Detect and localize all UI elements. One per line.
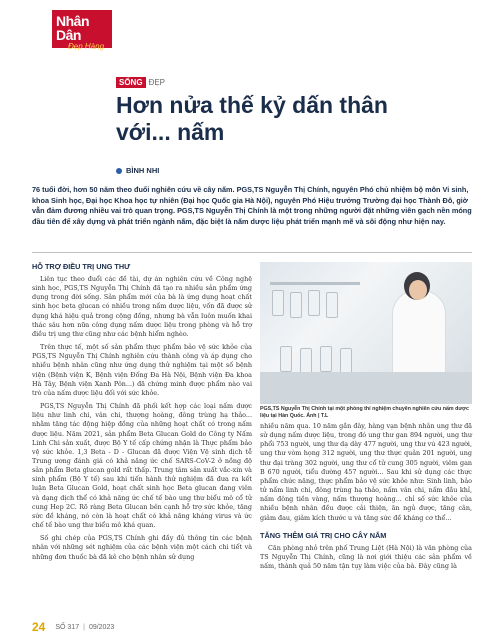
- paragraph: Trên thực tế, một số sản phẩm thực phẩm bảo vệ sức khỏe của PGS,TS Nguyễn Thị Chính nghiên cứu thành công và áp dụng cho nhiều bệnh nhân cũng như ứng dụng thử nghiệm tại một số bệnh viện (Bệnh viện K, Bệnh viện Đống Đa Hà Nội, Bệnh viện Đa khoa Hà Tây, Bệnh viện Xanh Pôn...) đã chứng minh được phẩm nào vai trò của nấm dược liệu đối với sức khỏe.: [32, 343, 252, 397]
- right-column: [260, 422, 472, 571]
- paragraph: Số ghi chép của PGS,TS Chính ghi đầy đủ thông tin các bệnh nhân với những sét nghiệm của các bệnh viện một cách chi tiết và những đơn thuốc bà đã kê cho bệnh nhân sử dụng: [32, 534, 252, 561]
- article-lead: 76 tuổi đời, hơn 50 năm theo đuổi nghiên cứu về cây nấm. PGS,TS Nguyễn Thị Chính, nguyên Phó chủ nhiệm bộ môn Vi sinh, khoa Sinh học, Đại học Khoa học tự nhiên (Đại học Quốc gia Hà Nội), nguyên Phó Hiệu trưởng Trường đại học Thành Đô, giờ vẫn đảm đương nhiều vai trò quan trọng. PGS,TS Nguyễn Thị Chính là một trong những người đặt những viên gạch nền móng đầu tiên để xây dựng và phát triển ngành nấm, đặc biệt là nấm dược liệu phát triển mạnh mẽ và sôi động như hiện nay.: [32, 185, 472, 226]
- subhead-cancer-support: HỖ TRỢ ĐIỀU TRỊ UNG THƯ: [32, 262, 131, 271]
- paragraph: nhiều năm qua. 10 năm gần đây, hàng vạn bệnh nhân ung thư đã sử dụng nấm dược liệu, trong đó ung thư gan 894 người, ung thư phổi 753 người, ung thư dạ dày 477 người, ung thư vú 423 người, ung thư vòm họng 312 người, ung thư thực quản 201 người, ung thư đại tràng 302 người, ung thư cổ tử cung 305 người, viêm gan B 670 người, tiểu đường 457 người... Sau khi sử dụng các thực phẩm chức năng, thực phẩm bảo vệ sức khỏe như: Sinh linh, bảo tử nấm linh chi, đông trùng hạ thảo, nấm vân chi, nấm đầu khỉ, nấm đông tiền vàng, nấm thượng hoàng... chỉ số sức khỏe của nhiều bệnh nhân đều được cải thiện, ăn ngủ được, tăng cân, giảm đau, giảm kích thước u và tăng sức đề kháng cơ thể...: [260, 422, 472, 522]
- lab-bottle: [320, 346, 332, 372]
- lab-bottle: [290, 292, 302, 318]
- lab-bottle: [326, 292, 338, 318]
- page-number: 24: [32, 620, 46, 634]
- lab-bottle: [308, 290, 320, 316]
- paragraph: Căn phòng nhỏ trên phố Trung Liệt (Hà Nội) là văn phòng của TS Nguyễn Thị Chính, cũng là nơi giới thiệu các sản phẩm về nấm, thành quả 50 năm tận tụy làm việc của bà. Đây cũng là: [260, 543, 472, 571]
- article-headline: Hơn nửa thế kỷ dấn thân với... nấm: [116, 92, 388, 145]
- subhead-add-value: TĂNG THÊM GIÁ TRỊ CHO CÂY NẤM: [260, 530, 387, 540]
- section-sub-label: ĐẸP: [148, 78, 166, 87]
- lab-bottle: [280, 346, 292, 372]
- lab-bottle: [300, 348, 312, 374]
- lab-bench: [260, 372, 472, 404]
- author-name: BÌNH NHI: [126, 166, 160, 175]
- newspaper-logo: [52, 10, 112, 51]
- logo-title: Nhân Dân: [56, 13, 89, 43]
- author-byline: [116, 166, 159, 175]
- logo-subtitle: Đẹp Hàng: [68, 42, 105, 51]
- issue-date: 09/2023: [88, 624, 115, 631]
- section-label: SỐNG: [116, 77, 146, 88]
- author-bullet-icon: [116, 168, 122, 174]
- lab-bottle: [340, 348, 352, 374]
- divider: [32, 252, 472, 253]
- issue-number: SỐ 317: [55, 624, 80, 631]
- paragraph: PGS,TS Nguyễn Thị Chính đã phối kết hợp các loại nấm dược liệu như linh chi, vân chi, thượng hoàng, đông trùng hạ thảo... nhằm tăng tác động hiệp đồng của những hoạt chất có trong nấm dược liệu. Năm 2021, sản phẩm Beta Glucan Gold do Công ty Nấm Linh Chi sản xuất, được Bộ Y tế cấp chứng nhận là Thực phẩm bảo vệ sức khỏe. 1,3 Beta - D - Glucan đã được Viện Vệ sinh dịch tễ Trung ương đánh giá có khả năng ức chế SARS-CoV-2 ở nồng độ sản phẩm Beta glucan gold rất thấp. Trung tâm sản xuất vắc-xin và sinh phẩm (Bộ Y tế) sau khi tiến hành thử nghiệm đã đưa ra kết luận Beta Glucan Gold, hoạt chất sinh học Beta glucan đang viên và dạng dịch thể có khả năng ức chế tế bào ung thư biểu mô cổ tử cung Hep 2C. Rõ ràng Beta Glucan bên cạnh hỗ trợ sức khỏe, tăng sức đề kháng, nó còn là hoạt chất có khả năng kháng virus và ức chế tế bào ung thư biểu mô khá quan.: [32, 402, 252, 530]
- left-column: [32, 262, 252, 562]
- section-tag: [116, 78, 165, 87]
- lab-photo: [260, 262, 472, 404]
- paragraph: Liên tục theo đuổi các đề tài, dự án nghiên cứu về Công nghệ sinh học, PGS,TS Nguyễn Thị Chính đã tạo ra nhiều sản phẩm ứng dụng trong đời sống. Sản phẩm mới của bà là ứng dụng hoạt chất sinh học beta glucan có nhiều trong nấm dược liệu, vốn đã được sử dụng khá hiệu quả trong cộng đồng, nhưng bà vẫn luôn muốn khai thác sâu hơn nữa công dụng nấm dược liệu trong phòng và hỗ trợ điều trị ung thư cũng như các bệnh hiểm nghèo.: [32, 275, 252, 338]
- page-footer: 24 SỐ 317 | 09/2023: [32, 620, 115, 634]
- photo-caption: PGS,TS Nguyễn Thị Chính tại một phòng thí nghiệm chuyên nghiên cứu nấm dược liệu tại Hàn Quốc. Ảnh | T.L: [260, 406, 469, 419]
- scientist-face: [409, 280, 427, 300]
- lab-bottle: [272, 290, 284, 316]
